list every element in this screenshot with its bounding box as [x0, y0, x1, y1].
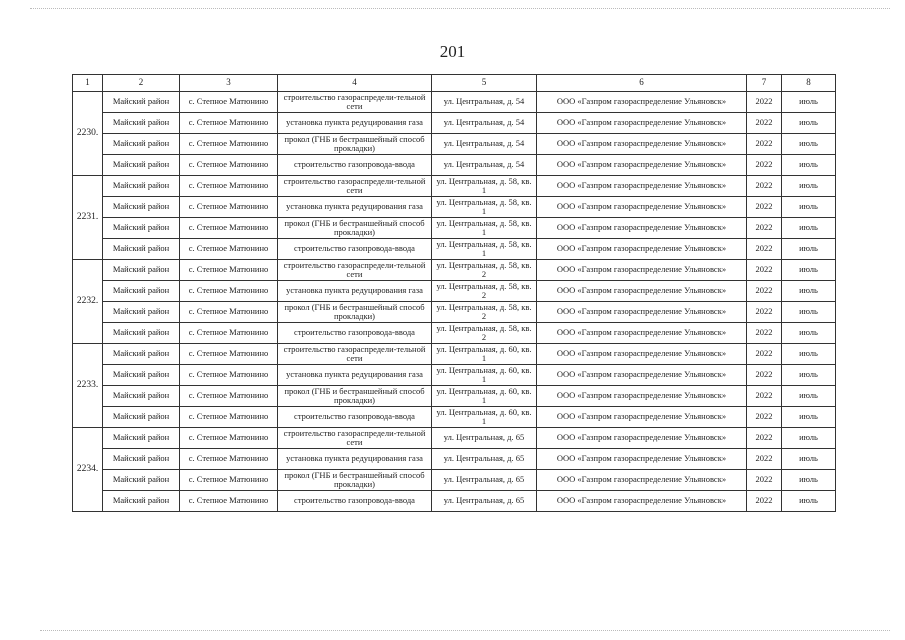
month-cell: июль	[782, 386, 836, 407]
district-cell: Майский район	[103, 239, 180, 260]
settlement-cell: с. Степное Матюнино	[180, 302, 278, 323]
work-type-cell: строительство газораспредели-тельной сети	[278, 176, 432, 197]
work-type-cell: прокол (ГНБ и бестраншейный способ прокладки)	[278, 386, 432, 407]
year-cell: 2022	[747, 218, 782, 239]
work-type-cell: строительство газопровода-ввода	[278, 407, 432, 428]
month-cell: июль	[782, 407, 836, 428]
column-header: 3	[180, 75, 278, 92]
year-cell: 2022	[747, 155, 782, 176]
column-header: 4	[278, 75, 432, 92]
column-header: 7	[747, 75, 782, 92]
settlement-cell: с. Степное Матюнино	[180, 134, 278, 155]
organization-cell: ООО «Газпром газораспределение Ульяновск»	[537, 407, 747, 428]
address-cell: ул. Центральная, д. 60, кв. 1	[432, 386, 537, 407]
work-type-cell: строительство газораспредели-тельной сети	[278, 344, 432, 365]
month-cell: июль	[782, 470, 836, 491]
record-number-cell: 2234.	[73, 428, 103, 512]
table-row	[73, 176, 836, 197]
scan-artifact	[40, 630, 890, 631]
year-cell: 2022	[747, 260, 782, 281]
organization-cell: ООО «Газпром газораспределение Ульяновск»	[537, 323, 747, 344]
address-cell: ул. Центральная, д. 58, кв. 2	[432, 323, 537, 344]
work-type-cell: строительство газопровода-ввода	[278, 155, 432, 176]
district-cell: Майский район	[103, 302, 180, 323]
table-row	[73, 449, 836, 470]
district-cell: Майский район	[103, 134, 180, 155]
work-type-cell: строительство газопровода-ввода	[278, 491, 432, 512]
month-cell: июль	[782, 176, 836, 197]
settlement-cell: с. Степное Матюнино	[180, 407, 278, 428]
record-number-cell: 2230.	[73, 92, 103, 176]
work-type-cell: строительство газораспредели-тельной сети	[278, 428, 432, 449]
table-row	[73, 92, 836, 113]
year-cell: 2022	[747, 134, 782, 155]
page-number: 201	[439, 42, 466, 61]
district-cell: Майский район	[103, 407, 180, 428]
address-cell: ул. Центральная, д. 58, кв. 1	[432, 218, 537, 239]
table-row	[73, 113, 836, 134]
address-cell: ул. Центральная, д. 65	[432, 470, 537, 491]
table-row	[73, 155, 836, 176]
month-cell: июль	[782, 449, 836, 470]
organization-cell: ООО «Газпром газораспределение Ульяновск»	[537, 302, 747, 323]
month-cell: июль	[782, 323, 836, 344]
table-row	[73, 281, 836, 302]
organization-cell: ООО «Газпром газораспределение Ульяновск»	[537, 155, 747, 176]
settlement-cell: с. Степное Матюнино	[180, 281, 278, 302]
address-cell: ул. Центральная, д. 58, кв. 2	[432, 281, 537, 302]
district-cell: Майский район	[103, 155, 180, 176]
year-cell: 2022	[747, 323, 782, 344]
address-cell: ул. Центральная, д. 54	[432, 113, 537, 134]
work-type-cell: прокол (ГНБ и бестраншейный способ прокладки)	[278, 134, 432, 155]
work-type-cell: строительство газораспредели-тельной сети	[278, 92, 432, 113]
year-cell: 2022	[747, 386, 782, 407]
column-header: 5	[432, 75, 537, 92]
organization-cell: ООО «Газпром газораспределение Ульяновск»	[537, 449, 747, 470]
year-cell: 2022	[747, 113, 782, 134]
data-table	[72, 74, 836, 512]
organization-cell: ООО «Газпром газораспределение Ульяновск»	[537, 281, 747, 302]
column-header: 1	[73, 75, 103, 92]
month-cell: июль	[782, 302, 836, 323]
address-cell: ул. Центральная, д. 54	[432, 155, 537, 176]
work-type-cell: установка пункта редуцирования газа	[278, 449, 432, 470]
year-cell: 2022	[747, 239, 782, 260]
address-cell: ул. Центральная, д. 58, кв. 1	[432, 176, 537, 197]
address-cell: ул. Центральная, д. 60, кв. 1	[432, 344, 537, 365]
settlement-cell: с. Степное Матюнино	[180, 449, 278, 470]
district-cell: Майский район	[103, 365, 180, 386]
work-type-cell: прокол (ГНБ и бестраншейный способ прокладки)	[278, 218, 432, 239]
work-type-cell: строительство газораспредели-тельной сети	[278, 260, 432, 281]
organization-cell: ООО «Газпром газораспределение Ульяновск»	[537, 260, 747, 281]
work-type-cell: установка пункта редуцирования газа	[278, 113, 432, 134]
year-cell: 2022	[747, 197, 782, 218]
record-number-cell: 2233.	[73, 344, 103, 428]
settlement-cell: с. Степное Матюнино	[180, 218, 278, 239]
year-cell: 2022	[747, 344, 782, 365]
settlement-cell: с. Степное Матюнино	[180, 470, 278, 491]
organization-cell: ООО «Газпром газораспределение Ульяновск»	[537, 176, 747, 197]
table-row	[73, 365, 836, 386]
table-row	[73, 134, 836, 155]
table-row	[73, 344, 836, 365]
district-cell: Майский район	[103, 344, 180, 365]
settlement-cell: с. Степное Матюнино	[180, 113, 278, 134]
table-row	[73, 386, 836, 407]
year-cell: 2022	[747, 428, 782, 449]
table-row	[73, 302, 836, 323]
work-type-cell: строительство газопровода-ввода	[278, 239, 432, 260]
month-cell: июль	[782, 155, 836, 176]
table-row	[73, 260, 836, 281]
month-cell: июль	[782, 113, 836, 134]
address-cell: ул. Центральная, д. 60, кв. 1	[432, 365, 537, 386]
year-cell: 2022	[747, 491, 782, 512]
organization-cell: ООО «Газпром газораспределение Ульяновск»	[537, 365, 747, 386]
table-row	[73, 407, 836, 428]
column-header: 8	[782, 75, 836, 92]
month-cell: июль	[782, 92, 836, 113]
settlement-cell: с. Степное Матюнино	[180, 344, 278, 365]
table-row	[73, 218, 836, 239]
organization-cell: ООО «Газпром газораспределение Ульяновск»	[537, 239, 747, 260]
column-header: 6	[537, 75, 747, 92]
year-cell: 2022	[747, 470, 782, 491]
work-type-cell: прокол (ГНБ и бестраншейный способ прокладки)	[278, 302, 432, 323]
district-cell: Майский район	[103, 176, 180, 197]
month-cell: июль	[782, 197, 836, 218]
address-cell: ул. Центральная, д. 58, кв. 1	[432, 239, 537, 260]
organization-cell: ООО «Газпром газораспределение Ульяновск»	[537, 218, 747, 239]
district-cell: Майский район	[103, 449, 180, 470]
district-cell: Майский район	[103, 428, 180, 449]
district-cell: Майский район	[103, 260, 180, 281]
scan-artifact	[30, 8, 890, 9]
work-type-cell: строительство газопровода-ввода	[278, 323, 432, 344]
address-cell: ул. Центральная, д. 65	[432, 491, 537, 512]
year-cell: 2022	[747, 407, 782, 428]
year-cell: 2022	[747, 449, 782, 470]
work-type-cell: прокол (ГНБ и бестраншейный способ прокладки)	[278, 470, 432, 491]
address-cell: ул. Центральная, д. 54	[432, 134, 537, 155]
table-body	[73, 92, 836, 512]
organization-cell: ООО «Газпром газораспределение Ульяновск»	[537, 134, 747, 155]
district-cell: Майский район	[103, 470, 180, 491]
month-cell: июль	[782, 281, 836, 302]
district-cell: Майский район	[103, 491, 180, 512]
organization-cell: ООО «Газпром газораспределение Ульяновск»	[537, 344, 747, 365]
record-number-cell: 2232.	[73, 260, 103, 344]
settlement-cell: с. Степное Матюнино	[180, 176, 278, 197]
month-cell: июль	[782, 218, 836, 239]
organization-cell: ООО «Газпром газораспределение Ульяновск»	[537, 428, 747, 449]
settlement-cell: с. Степное Матюнино	[180, 197, 278, 218]
work-type-cell: установка пункта редуцирования газа	[278, 281, 432, 302]
table-row	[73, 197, 836, 218]
settlement-cell: с. Степное Матюнино	[180, 155, 278, 176]
organization-cell: ООО «Газпром газораспределение Ульяновск»	[537, 113, 747, 134]
month-cell: июль	[782, 491, 836, 512]
organization-cell: ООО «Газпром газораспределение Ульяновск»	[537, 92, 747, 113]
work-type-cell: установка пункта редуцирования газа	[278, 197, 432, 218]
settlement-cell: с. Степное Матюнино	[180, 239, 278, 260]
organization-cell: ООО «Газпром газораспределение Ульяновск»	[537, 470, 747, 491]
header-row	[73, 75, 836, 92]
year-cell: 2022	[747, 92, 782, 113]
district-cell: Майский район	[103, 113, 180, 134]
settlement-cell: с. Степное Матюнино	[180, 428, 278, 449]
work-type-cell: установка пункта редуцирования газа	[278, 365, 432, 386]
address-cell: ул. Центральная, д. 54	[432, 92, 537, 113]
month-cell: июль	[782, 134, 836, 155]
year-cell: 2022	[747, 365, 782, 386]
column-header: 2	[103, 75, 180, 92]
month-cell: июль	[782, 428, 836, 449]
address-cell: ул. Центральная, д. 58, кв. 2	[432, 302, 537, 323]
district-cell: Майский район	[103, 386, 180, 407]
table-row	[73, 239, 836, 260]
settlement-cell: с. Степное Матюнино	[180, 491, 278, 512]
month-cell: июль	[782, 365, 836, 386]
district-cell: Майский район	[103, 92, 180, 113]
settlement-cell: с. Степное Матюнино	[180, 260, 278, 281]
district-cell: Майский район	[103, 197, 180, 218]
address-cell: ул. Центральная, д. 58, кв. 2	[432, 260, 537, 281]
year-cell: 2022	[747, 176, 782, 197]
year-cell: 2022	[747, 302, 782, 323]
month-cell: июль	[782, 239, 836, 260]
settlement-cell: с. Степное Матюнино	[180, 92, 278, 113]
record-number-cell: 2231.	[73, 176, 103, 260]
settlement-cell: с. Степное Матюнино	[180, 365, 278, 386]
address-cell: ул. Центральная, д. 58, кв. 1	[432, 197, 537, 218]
organization-cell: ООО «Газпром газораспределение Ульяновск»	[537, 386, 747, 407]
year-cell: 2022	[747, 281, 782, 302]
district-cell: Майский район	[103, 323, 180, 344]
table-row	[73, 323, 836, 344]
organization-cell: ООО «Газпром газораспределение Ульяновск»	[537, 197, 747, 218]
address-cell: ул. Центральная, д. 65	[432, 428, 537, 449]
district-cell: Майский район	[103, 218, 180, 239]
table-row	[73, 491, 836, 512]
address-cell: ул. Центральная, д. 65	[432, 449, 537, 470]
organization-cell: ООО «Газпром газораспределение Ульяновск»	[537, 491, 747, 512]
address-cell: ул. Центральная, д. 60, кв. 1	[432, 407, 537, 428]
settlement-cell: с. Степное Матюнино	[180, 386, 278, 407]
table-row	[73, 470, 836, 491]
month-cell: июль	[782, 260, 836, 281]
settlement-cell: с. Степное Матюнино	[180, 323, 278, 344]
month-cell: июль	[782, 344, 836, 365]
district-cell: Майский район	[103, 281, 180, 302]
table-row	[73, 428, 836, 449]
